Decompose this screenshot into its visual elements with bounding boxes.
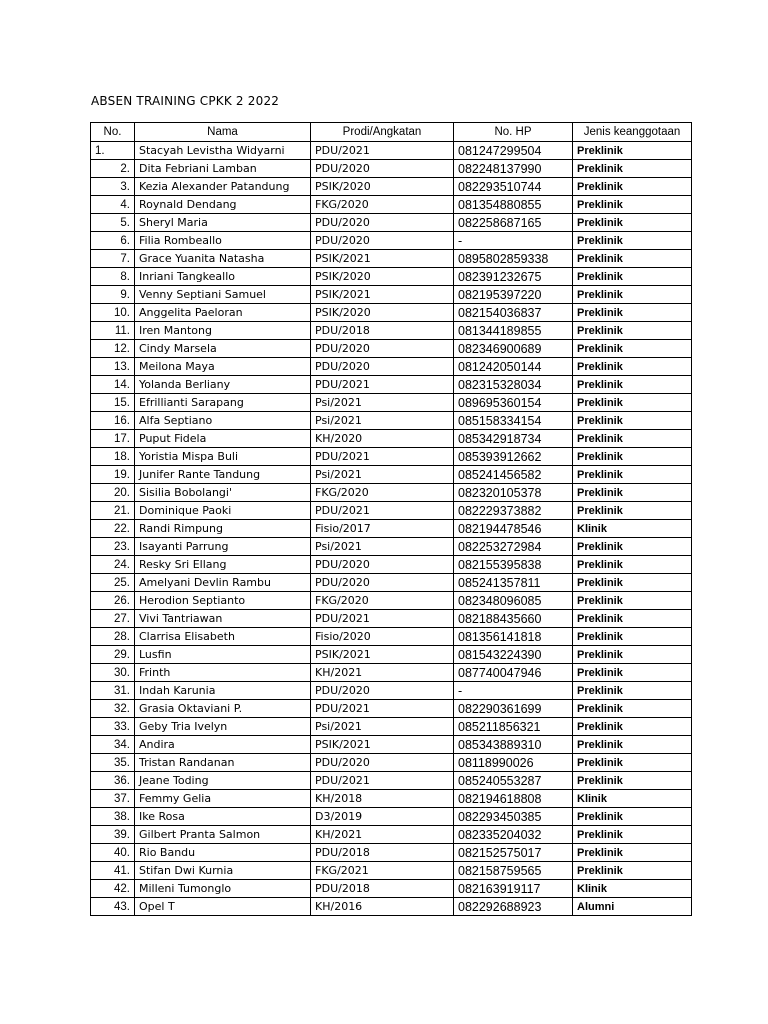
row-number: 19. xyxy=(91,466,135,484)
row-phone: 085211856321 xyxy=(454,718,573,736)
table-row xyxy=(91,610,692,628)
row-prodi: PDU/2020 xyxy=(311,232,454,250)
row-membership: Preklinik xyxy=(573,862,692,880)
row-membership: Preklinik xyxy=(573,466,692,484)
row-membership: Preklinik xyxy=(573,736,692,754)
row-prodi: KH/2016 xyxy=(311,898,454,916)
row-membership: Preklinik xyxy=(573,340,692,358)
row-membership: Preklinik xyxy=(573,430,692,448)
table-row xyxy=(91,628,692,646)
row-membership: Preklinik xyxy=(573,502,692,520)
row-phone: 082194618808 xyxy=(454,790,573,808)
table-row xyxy=(91,862,692,880)
row-number: 21. xyxy=(91,502,135,520)
table-row xyxy=(91,664,692,682)
row-prodi: PDU/2021 xyxy=(311,700,454,718)
row-name: Herodion Septianto xyxy=(135,592,311,610)
row-phone: 082346900689 xyxy=(454,340,573,358)
row-membership: Klinik xyxy=(573,520,692,538)
table-row xyxy=(91,142,692,160)
row-phone: 082320105378 xyxy=(454,484,573,502)
row-prodi: PDU/2021 xyxy=(311,610,454,628)
row-membership: Preklinik xyxy=(573,268,692,286)
row-phone: - xyxy=(454,682,573,700)
row-number: 27. xyxy=(91,610,135,628)
row-phone: 089695360154 xyxy=(454,394,573,412)
row-phone: 082188435660 xyxy=(454,610,573,628)
row-number: 2. xyxy=(91,160,135,178)
table-row xyxy=(91,790,692,808)
row-prodi: KH/2021 xyxy=(311,664,454,682)
row-prodi: PDU/2020 xyxy=(311,682,454,700)
row-phone: 085158334154 xyxy=(454,412,573,430)
row-number: 15. xyxy=(91,394,135,412)
row-prodi: PDU/2020 xyxy=(311,214,454,232)
row-phone: 081354880855 xyxy=(454,196,573,214)
table-header-row xyxy=(91,123,692,142)
table-row xyxy=(91,736,692,754)
row-number: 17. xyxy=(91,430,135,448)
row-name: Inriani Tangkeallo xyxy=(135,268,311,286)
header-no: No. xyxy=(91,123,135,142)
row-phone: 082163919117 xyxy=(454,880,573,898)
table-row xyxy=(91,700,692,718)
row-membership: Preklinik xyxy=(573,754,692,772)
row-name: Andira xyxy=(135,736,311,754)
row-number: 29. xyxy=(91,646,135,664)
row-membership: Preklinik xyxy=(573,322,692,340)
row-prodi: PSIK/2021 xyxy=(311,250,454,268)
row-prodi: PDU/2021 xyxy=(311,502,454,520)
row-prodi: Psi/2021 xyxy=(311,412,454,430)
row-membership: Preklinik xyxy=(573,394,692,412)
table-row xyxy=(91,754,692,772)
row-membership: Preklinik xyxy=(573,682,692,700)
row-name: Stifan Dwi Kurnia xyxy=(135,862,311,880)
row-membership: Preklinik xyxy=(573,160,692,178)
table-row xyxy=(91,574,692,592)
table-row xyxy=(91,214,692,232)
row-name: Tristan Randanan xyxy=(135,754,311,772)
row-prodi: FKG/2021 xyxy=(311,862,454,880)
row-number: 1. xyxy=(91,142,135,160)
header-jenis: Jenis keanggotaan xyxy=(573,123,692,142)
row-prodi: PSIK/2021 xyxy=(311,736,454,754)
row-name: Amelyani Devlin Rambu xyxy=(135,574,311,592)
row-phone: 082290361699 xyxy=(454,700,573,718)
row-membership: Preklinik xyxy=(573,250,692,268)
row-phone: 082315328034 xyxy=(454,376,573,394)
table-row xyxy=(91,646,692,664)
row-membership: Klinik xyxy=(573,880,692,898)
row-membership: Klinik xyxy=(573,790,692,808)
row-number: 39. xyxy=(91,826,135,844)
row-prodi: PDU/2020 xyxy=(311,574,454,592)
row-prodi: PDU/2021 xyxy=(311,448,454,466)
row-number: 5. xyxy=(91,214,135,232)
row-number: 34. xyxy=(91,736,135,754)
row-membership: Preklinik xyxy=(573,628,692,646)
row-phone: 08118990026 xyxy=(454,754,573,772)
row-number: 30. xyxy=(91,664,135,682)
row-prodi: KH/2020 xyxy=(311,430,454,448)
row-prodi: PDU/2021 xyxy=(311,142,454,160)
row-prodi: PDU/2021 xyxy=(311,772,454,790)
row-prodi: PSIK/2021 xyxy=(311,646,454,664)
row-phone: 087740047946 xyxy=(454,664,573,682)
header-hp: No. HP xyxy=(454,123,573,142)
row-name: Ike Rosa xyxy=(135,808,311,826)
row-membership: Preklinik xyxy=(573,448,692,466)
row-name: Puput Fidela xyxy=(135,430,311,448)
row-name: Vivi Tantriawan xyxy=(135,610,311,628)
row-number: 12. xyxy=(91,340,135,358)
table-row xyxy=(91,268,692,286)
row-number: 42. xyxy=(91,880,135,898)
row-prodi: PDU/2020 xyxy=(311,160,454,178)
row-number: 6. xyxy=(91,232,135,250)
row-name: Meilona Maya xyxy=(135,358,311,376)
row-phone: 085241357811 xyxy=(454,574,573,592)
row-prodi: FKG/2020 xyxy=(311,484,454,502)
row-phone: 082335204032 xyxy=(454,826,573,844)
row-phone: 082154036837 xyxy=(454,304,573,322)
row-name: Efrillianti Sarapang xyxy=(135,394,311,412)
row-prodi: KH/2021 xyxy=(311,826,454,844)
row-prodi: FKG/2020 xyxy=(311,592,454,610)
row-phone: 085241456582 xyxy=(454,466,573,484)
row-membership: Preklinik xyxy=(573,826,692,844)
row-number: 16. xyxy=(91,412,135,430)
row-prodi: Fisio/2020 xyxy=(311,628,454,646)
row-phone: 082195397220 xyxy=(454,286,573,304)
row-phone: 082258687165 xyxy=(454,214,573,232)
row-prodi: PDU/2020 xyxy=(311,754,454,772)
row-name: Randi Rimpung xyxy=(135,520,311,538)
row-prodi: D3/2019 xyxy=(311,808,454,826)
row-name: Filia Rombeallo xyxy=(135,232,311,250)
table-row xyxy=(91,232,692,250)
row-name: Opel T xyxy=(135,898,311,916)
row-prodi: PDU/2018 xyxy=(311,322,454,340)
table-row xyxy=(91,160,692,178)
row-name: Rio Bandu xyxy=(135,844,311,862)
table-row xyxy=(91,250,692,268)
row-phone: 082158759565 xyxy=(454,862,573,880)
row-phone: 081242050144 xyxy=(454,358,573,376)
row-name: Milleni Tumonglo xyxy=(135,880,311,898)
table-row xyxy=(91,898,692,916)
row-membership: Preklinik xyxy=(573,646,692,664)
table-row xyxy=(91,880,692,898)
row-membership: Preklinik xyxy=(573,610,692,628)
table-body xyxy=(91,142,692,916)
table-row xyxy=(91,484,692,502)
row-prodi: PDU/2021 xyxy=(311,376,454,394)
row-name: Dita Febriani Lamban xyxy=(135,160,311,178)
row-phone: 081356141818 xyxy=(454,628,573,646)
row-prodi: PDU/2020 xyxy=(311,358,454,376)
row-number: 31. xyxy=(91,682,135,700)
row-number: 4. xyxy=(91,196,135,214)
row-name: Frinth xyxy=(135,664,311,682)
row-phone: 081247299504 xyxy=(454,142,573,160)
row-prodi: Psi/2021 xyxy=(311,538,454,556)
table-row xyxy=(91,304,692,322)
row-membership: Preklinik xyxy=(573,664,692,682)
row-number: 11. xyxy=(91,322,135,340)
row-name: Yoristia Mispa Buli xyxy=(135,448,311,466)
row-name: Isayanti Parrung xyxy=(135,538,311,556)
row-prodi: PDU/2020 xyxy=(311,340,454,358)
row-number: 37. xyxy=(91,790,135,808)
document-title: ABSEN TRAINING CPKK 2 2022 xyxy=(91,94,280,108)
row-prodi: Psi/2021 xyxy=(311,394,454,412)
row-number: 41. xyxy=(91,862,135,880)
row-phone: 082348096085 xyxy=(454,592,573,610)
row-membership: Preklinik xyxy=(573,178,692,196)
row-name: Junifer Rante Tandung xyxy=(135,466,311,484)
table-row xyxy=(91,376,692,394)
row-phone: - xyxy=(454,232,573,250)
table-row xyxy=(91,538,692,556)
row-name: Jeane Toding xyxy=(135,772,311,790)
header-prodi: Prodi/Angkatan xyxy=(311,123,454,142)
row-phone: 082292688923 xyxy=(454,898,573,916)
row-membership: Preklinik xyxy=(573,592,692,610)
row-number: 23. xyxy=(91,538,135,556)
row-membership: Preklinik xyxy=(573,700,692,718)
row-name: Iren Mantong xyxy=(135,322,311,340)
row-name: Gilbert Pranta Salmon xyxy=(135,826,311,844)
table-row xyxy=(91,358,692,376)
row-membership: Alumni xyxy=(573,898,692,916)
row-number: 40. xyxy=(91,844,135,862)
row-membership: Preklinik xyxy=(573,772,692,790)
row-name: Stacyah Levistha Widyarni xyxy=(135,142,311,160)
row-name: Dominique Paoki xyxy=(135,502,311,520)
table-row xyxy=(91,178,692,196)
row-number: 8. xyxy=(91,268,135,286)
row-number: 7. xyxy=(91,250,135,268)
row-membership: Preklinik xyxy=(573,808,692,826)
row-prodi: Psi/2021 xyxy=(311,466,454,484)
row-name: Roynald Dendang xyxy=(135,196,311,214)
row-name: Lusfin xyxy=(135,646,311,664)
table-row xyxy=(91,520,692,538)
row-phone: 085343889310 xyxy=(454,736,573,754)
row-name: Grasia Oktaviani P. xyxy=(135,700,311,718)
row-prodi: PDU/2018 xyxy=(311,844,454,862)
row-name: Yolanda Berliany xyxy=(135,376,311,394)
row-number: 38. xyxy=(91,808,135,826)
row-membership: Preklinik xyxy=(573,196,692,214)
row-prodi: PDU/2018 xyxy=(311,880,454,898)
row-phone: 082194478546 xyxy=(454,520,573,538)
row-name: Venny Septiani Samuel xyxy=(135,286,311,304)
row-phone: 082391232675 xyxy=(454,268,573,286)
row-number: 22. xyxy=(91,520,135,538)
row-name: Grace Yuanita Natasha xyxy=(135,250,311,268)
row-number: 33. xyxy=(91,718,135,736)
row-phone: 085342918734 xyxy=(454,430,573,448)
row-name: Femmy Gelia xyxy=(135,790,311,808)
row-number: 32. xyxy=(91,700,135,718)
row-phone: 082293450385 xyxy=(454,808,573,826)
table-row xyxy=(91,682,692,700)
row-phone: 082293510744 xyxy=(454,178,573,196)
row-name: Sisilia Bobolangi' xyxy=(135,484,311,502)
row-phone: 082155395838 xyxy=(454,556,573,574)
row-membership: Preklinik xyxy=(573,214,692,232)
row-prodi: Psi/2021 xyxy=(311,718,454,736)
row-membership: Preklinik xyxy=(573,574,692,592)
table-row xyxy=(91,340,692,358)
row-phone: 085240553287 xyxy=(454,772,573,790)
row-number: 35. xyxy=(91,754,135,772)
table-row xyxy=(91,592,692,610)
table-row xyxy=(91,322,692,340)
row-number: 9. xyxy=(91,286,135,304)
table-row xyxy=(91,430,692,448)
row-name: Geby Tria Ivelyn xyxy=(135,718,311,736)
table-row xyxy=(91,556,692,574)
table-row xyxy=(91,718,692,736)
table-row xyxy=(91,286,692,304)
table-row xyxy=(91,394,692,412)
row-membership: Preklinik xyxy=(573,142,692,160)
table-row xyxy=(91,844,692,862)
table-row xyxy=(91,412,692,430)
row-membership: Preklinik xyxy=(573,538,692,556)
row-prodi: PSIK/2020 xyxy=(311,178,454,196)
row-membership: Preklinik xyxy=(573,556,692,574)
row-number: 18. xyxy=(91,448,135,466)
row-phone: 082229373882 xyxy=(454,502,573,520)
table-row xyxy=(91,466,692,484)
row-number: 24. xyxy=(91,556,135,574)
row-name: Sheryl Maria xyxy=(135,214,311,232)
row-prodi: FKG/2020 xyxy=(311,196,454,214)
row-number: 10. xyxy=(91,304,135,322)
table-row xyxy=(91,502,692,520)
row-membership: Preklinik xyxy=(573,718,692,736)
row-phone: 082248137990 xyxy=(454,160,573,178)
row-prodi: PSIK/2020 xyxy=(311,268,454,286)
row-prodi: PDU/2020 xyxy=(311,556,454,574)
row-number: 28. xyxy=(91,628,135,646)
row-membership: Preklinik xyxy=(573,412,692,430)
row-membership: Preklinik xyxy=(573,304,692,322)
row-name: Alfa Septiano xyxy=(135,412,311,430)
row-number: 36. xyxy=(91,772,135,790)
attendance-table xyxy=(90,122,692,916)
row-membership: Preklinik xyxy=(573,286,692,304)
row-number: 26. xyxy=(91,592,135,610)
row-membership: Preklinik xyxy=(573,844,692,862)
table-row xyxy=(91,448,692,466)
row-membership: Preklinik xyxy=(573,376,692,394)
row-name: Cindy Marsela xyxy=(135,340,311,358)
row-phone: 0895802859338 xyxy=(454,250,573,268)
row-prodi: KH/2018 xyxy=(311,790,454,808)
row-phone: 082152575017 xyxy=(454,844,573,862)
row-prodi: PSIK/2020 xyxy=(311,304,454,322)
row-name: Resky Sri Ellang xyxy=(135,556,311,574)
row-prodi: Fisio/2017 xyxy=(311,520,454,538)
row-number: 13. xyxy=(91,358,135,376)
row-name: Kezia Alexander Patandung xyxy=(135,178,311,196)
row-phone: 081543224390 xyxy=(454,646,573,664)
table-row xyxy=(91,772,692,790)
header-nama: Nama xyxy=(135,123,311,142)
row-number: 43. xyxy=(91,898,135,916)
row-name: Clarrisa Elisabeth xyxy=(135,628,311,646)
row-name: Anggelita Paeloran xyxy=(135,304,311,322)
row-membership: Preklinik xyxy=(573,484,692,502)
row-name: Indah Karunia xyxy=(135,682,311,700)
row-prodi: PSIK/2021 xyxy=(311,286,454,304)
row-number: 14. xyxy=(91,376,135,394)
table-row xyxy=(91,196,692,214)
row-number: 25. xyxy=(91,574,135,592)
table-row xyxy=(91,808,692,826)
row-phone: 085393912662 xyxy=(454,448,573,466)
row-membership: Preklinik xyxy=(573,358,692,376)
row-number: 3. xyxy=(91,178,135,196)
table-row xyxy=(91,826,692,844)
row-phone: 082253272984 xyxy=(454,538,573,556)
row-phone: 081344189855 xyxy=(454,322,573,340)
row-number: 20. xyxy=(91,484,135,502)
row-membership: Preklinik xyxy=(573,232,692,250)
